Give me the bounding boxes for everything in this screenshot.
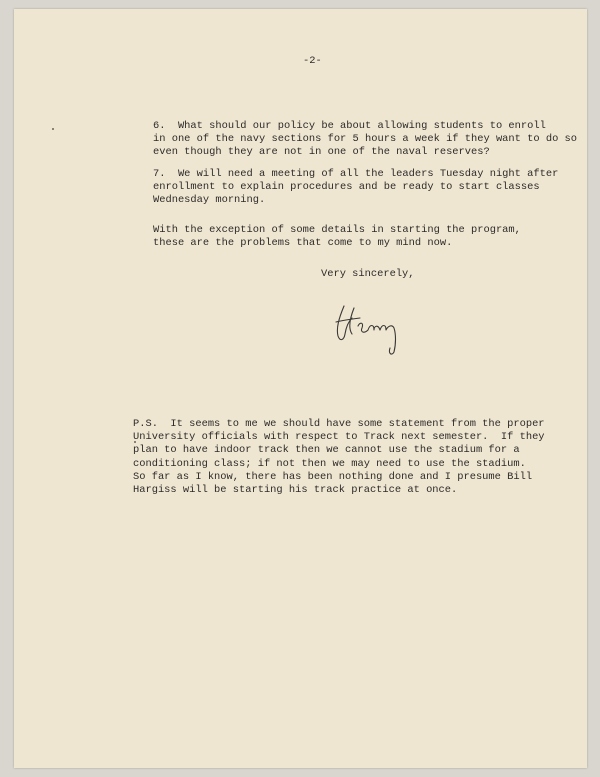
paragraph-item-6: 6. What should our policy be about allowing students to enroll in one of the navy sections for 5 hours a week if they want to do so even though they are not in one of the naval reserves? <box>153 120 578 159</box>
margin-mark <box>52 128 54 130</box>
paragraph-item-7: 7. We will need a meeting of all the leaders Tuesday night after enrollment to explain procedures and be ready to start classes Wednesday morning. <box>153 168 559 207</box>
closing-salutation: Very sincerely, <box>321 268 415 280</box>
page-number: -2- <box>303 55 322 67</box>
paragraph-exception: With the exception of some details in starting the program, these are the problems that come to my mind now. <box>153 224 521 250</box>
postscript: P.S. It seems to me we should have some statement from the proper University officials with respect to Track next semester. If they plan to have indoor track then we cannot use the stadium for a conditioning class; if not then we may need to use the stadium. So far as I know, there has been nothing done and I presume Bill Hargiss will be starting his track practice at once. <box>133 418 545 497</box>
signature-image <box>330 296 410 358</box>
